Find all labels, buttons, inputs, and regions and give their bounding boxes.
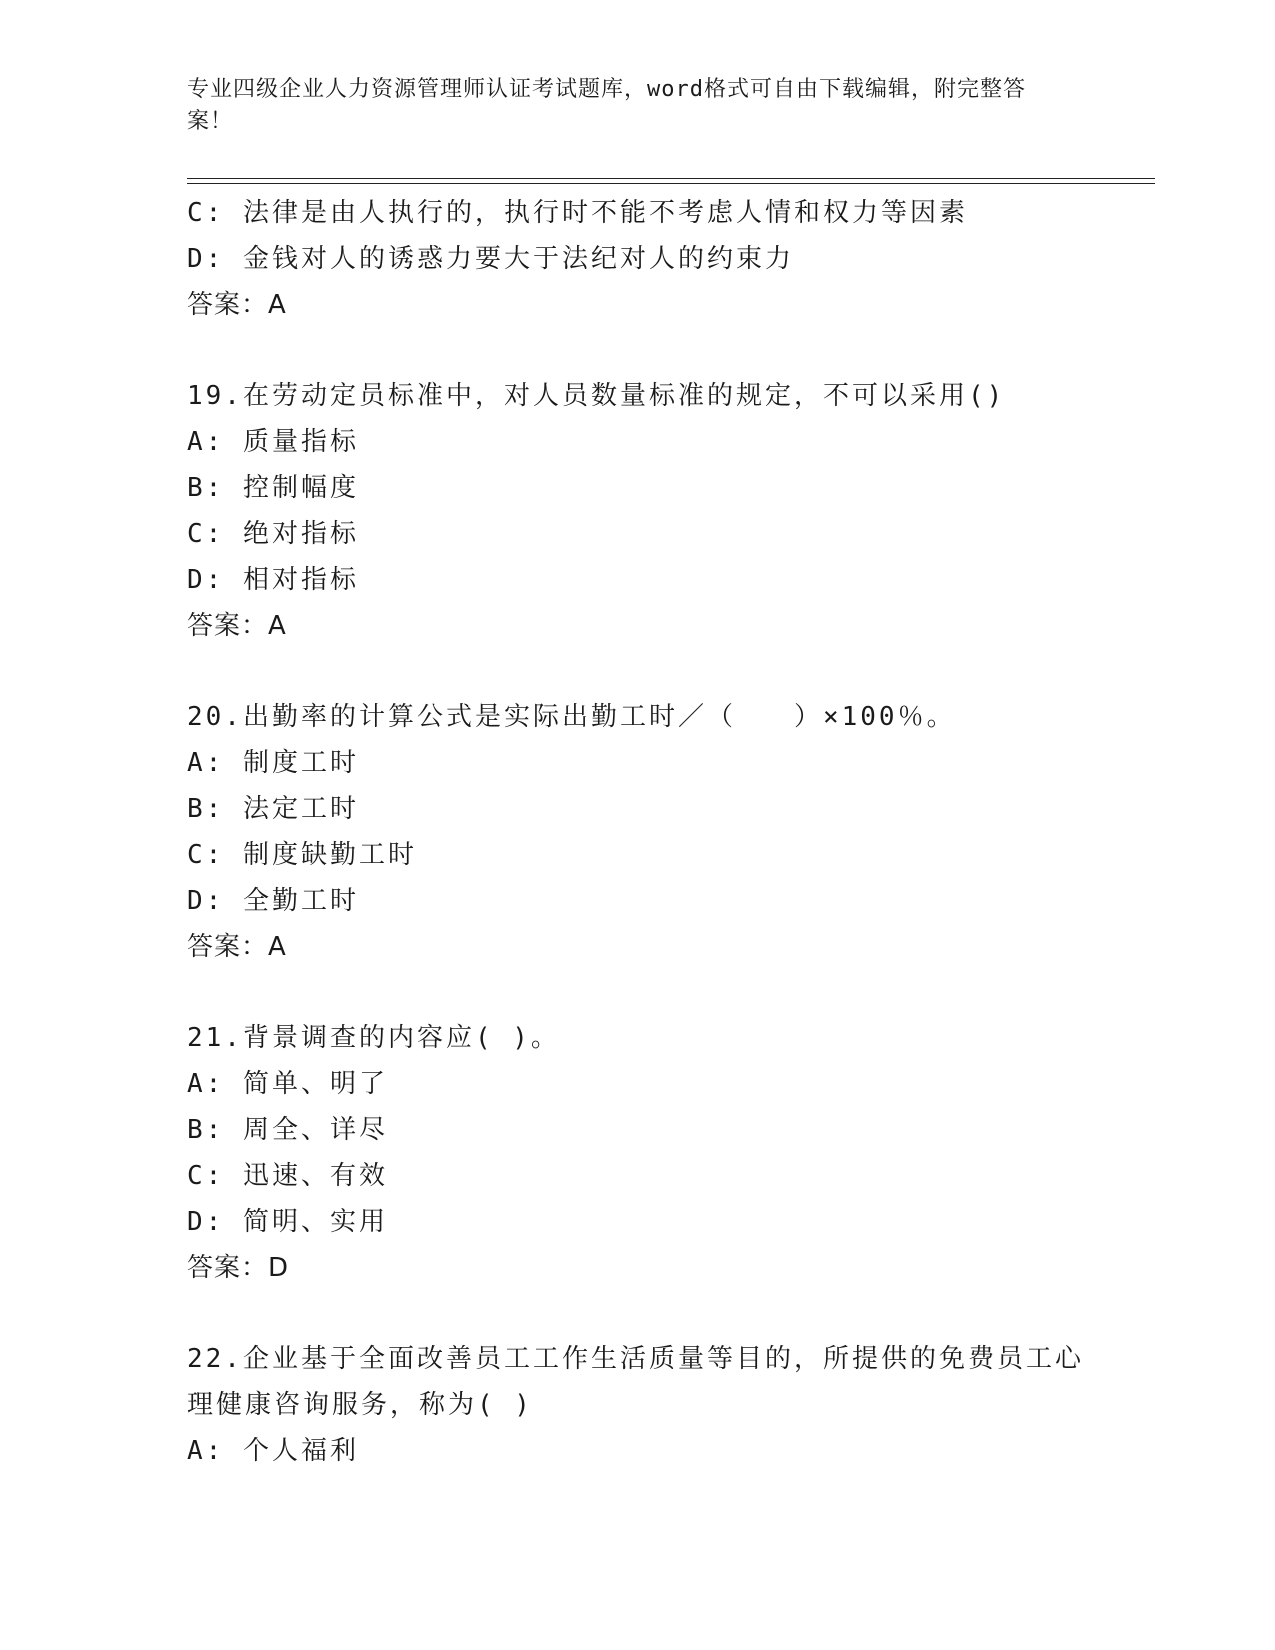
option-a: A: 制度工时 [187,748,359,778]
answer: 答案：A [187,932,287,962]
option-a: A: 个人福利 [187,1436,359,1466]
option-d: D: 相对指标 [187,565,359,595]
answer: 答案：A [187,611,287,641]
answer: 答案：A [187,290,287,320]
option-c: C: 制度缺勤工时 [187,840,417,870]
option-a: A: 质量指标 [187,427,359,457]
question-21 [187,1015,1087,1291]
option-b: B: 法定工时 [187,794,359,824]
spacer [187,328,1087,373]
spacer [187,1291,1087,1336]
page-header: 专业四级企业人力资源管理师认证考试题库，word格式可自由下载编辑，附完整答案！ [187,77,1026,134]
question-stem: 22.企业基于全面改善员工工作生活质量等目的，所提供的免费员工心理健康咨询服务，称为( ) [187,1344,1084,1420]
question-stem: 20.出勤率的计算公式是实际出勤工时／（ ）×100％。 [187,702,956,732]
option-d: D: 简明、实用 [187,1207,388,1237]
option-b: B: 周全、详尽 [187,1115,388,1145]
option-c: C: 迅速、有效 [187,1161,388,1191]
question-20 [187,694,1087,970]
question-22 [187,1336,1087,1474]
option-a: A: 简单、明了 [187,1069,388,1099]
option-c: C: 法律是由人执行的，执行时不能不考虑人情和权力等因素 [187,198,968,228]
option-c: C: 绝对指标 [187,519,359,549]
question-content [187,190,1087,1474]
header-divider [187,178,1155,184]
question-19 [187,373,1087,649]
option-d: D: 金钱对人的诱惑力要大于法纪对人的约束力 [187,244,794,274]
spacer [187,649,1087,694]
spacer [187,970,1087,1015]
question-stem: 19.在劳动定员标准中，对人员数量标准的规定，不可以采用() [187,381,1006,411]
answer: 答案：D [187,1253,290,1283]
option-d: D: 全勤工时 [187,886,359,916]
question-stem: 21.背景调查的内容应( )。 [187,1023,560,1053]
option-b: B: 控制幅度 [187,473,359,503]
